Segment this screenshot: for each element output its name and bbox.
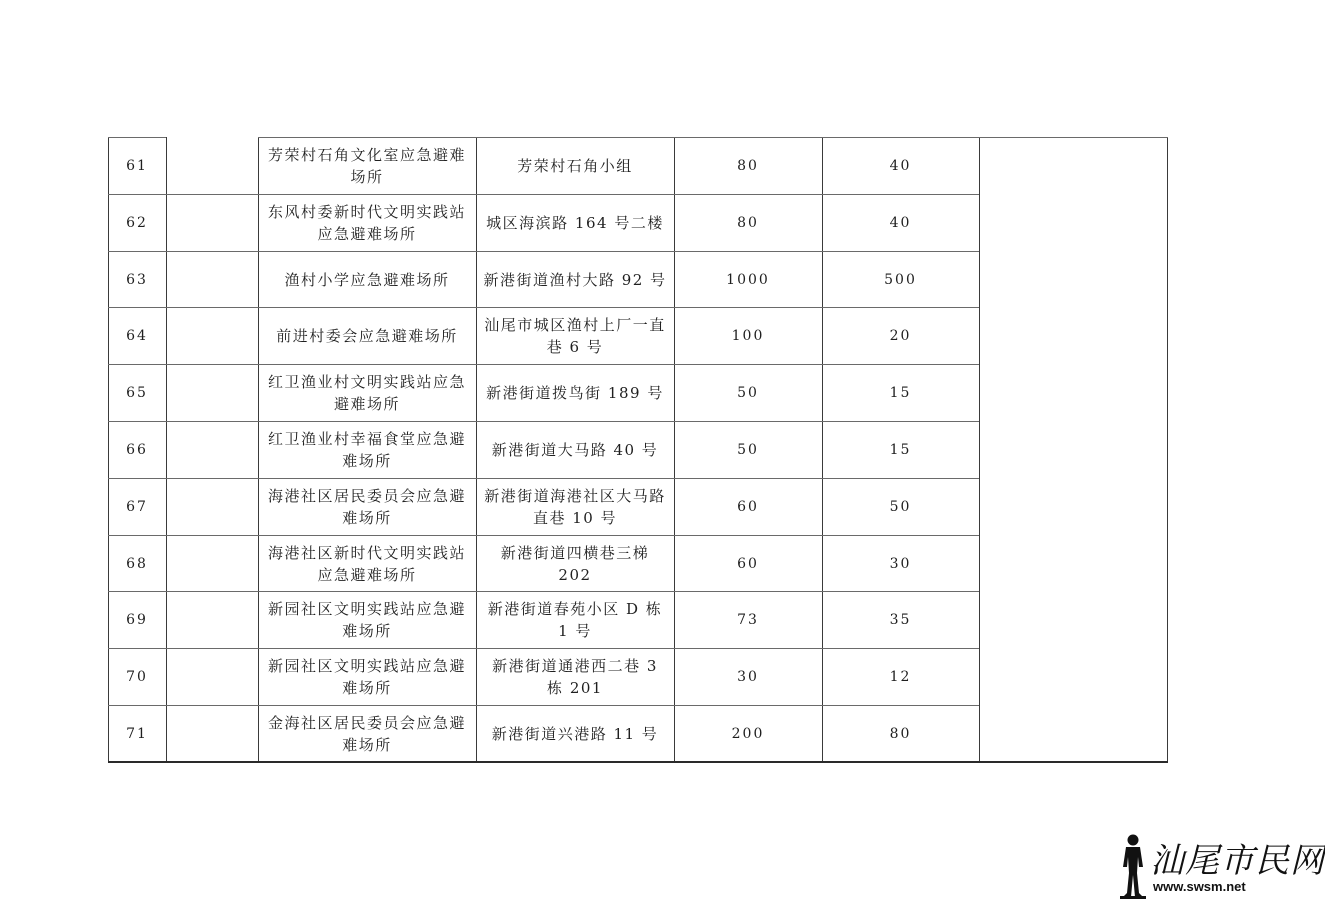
shelter-capacity: 50 <box>737 384 759 401</box>
shelter-address: 新港街道通港西二巷 3 栋 201 <box>492 656 658 697</box>
shelter-address: 芳荣村石角小组 <box>517 156 633 175</box>
shelter-capacity: 60 <box>737 555 759 572</box>
shelter-capacity: 100 <box>731 327 765 344</box>
shelter-name: 新园社区文明实践站应急避难场所 <box>267 599 466 640</box>
shelter-address: 新港街道兴港路 11 号 <box>491 724 659 743</box>
person-silhouette-icon <box>1118 833 1148 899</box>
row-number: 65 <box>126 384 148 401</box>
row-number: 62 <box>126 214 148 231</box>
shelter-name: 海港社区新时代文明实践站应急避难场所 <box>267 543 466 584</box>
shelter-capacity: 80 <box>737 157 759 174</box>
shelter-area: 12 <box>889 668 912 685</box>
table-rule <box>108 761 1168 763</box>
shelter-area: 50 <box>889 498 912 515</box>
shelter-area: 15 <box>889 441 912 458</box>
site-watermark <box>1118 833 1325 899</box>
shelter-table <box>108 137 1168 762</box>
shelter-address: 新港街道海港社区大马路直巷 10 号 <box>484 486 666 527</box>
table-rule <box>1167 137 1168 762</box>
shelter-address: 新港街道渔村大路 92 号 <box>483 270 667 289</box>
shelter-area: 500 <box>884 271 917 288</box>
row-number: 67 <box>126 498 148 515</box>
shelter-capacity: 50 <box>737 441 759 458</box>
shelter-address: 新港街道春苑小区 D 栋 1 号 <box>487 599 663 640</box>
row-number: 61 <box>126 157 148 174</box>
shelter-address: 新港街道四横巷三梯 202 <box>500 543 650 584</box>
watermark-title: 汕尾市民网 <box>1150 841 1325 881</box>
shelter-area: 80 <box>889 725 912 742</box>
shelter-capacity: 73 <box>737 611 759 628</box>
shelter-area: 40 <box>889 214 912 231</box>
watermark-url: www.swsm.net <box>1153 879 1246 894</box>
shelter-capacity: 1000 <box>726 271 770 288</box>
shelter-capacity: 30 <box>737 668 759 685</box>
row-number: 66 <box>126 441 148 458</box>
shelter-area: 40 <box>889 157 912 174</box>
shelter-name: 金海社区居民委员会应急避难场所 <box>267 713 466 754</box>
shelter-capacity: 200 <box>731 725 765 742</box>
shelter-address: 汕尾市城区渔村上厂一直巷 6 号 <box>484 315 666 356</box>
shelter-name: 前进村委会应急避难场所 <box>276 326 458 345</box>
shelter-name: 芳荣村石角文化室应急避难场所 <box>267 145 466 186</box>
shelter-name: 红卫渔业村文明实践站应急避难场所 <box>267 372 466 413</box>
shelter-area: 30 <box>889 555 912 572</box>
shelter-name: 海港社区居民委员会应急避难场所 <box>267 486 466 527</box>
table-rule <box>166 137 167 762</box>
shelter-capacity: 80 <box>737 214 759 231</box>
row-number: 63 <box>126 271 148 288</box>
row-number: 69 <box>126 611 148 628</box>
table-rule <box>979 137 980 762</box>
row-number: 64 <box>126 327 148 344</box>
shelter-address: 城区海滨路 164 号二楼 <box>486 213 664 232</box>
row-number: 71 <box>126 725 148 742</box>
shelter-address: 新港街道拨鸟街 189 号 <box>486 383 664 402</box>
shelter-name: 红卫渔业村幸福食堂应急避难场所 <box>267 429 466 470</box>
row-number: 70 <box>126 668 148 685</box>
shelter-capacity: 60 <box>737 498 759 515</box>
shelter-name: 东风村委新时代文明实践站应急避难场所 <box>267 202 466 243</box>
shelter-area: 20 <box>889 327 912 344</box>
shelter-area: 15 <box>889 384 912 401</box>
shelter-name: 新园社区文明实践站应急避难场所 <box>267 656 466 697</box>
row-number: 68 <box>126 555 148 572</box>
shelter-name: 渔村小学应急避难场所 <box>284 270 450 289</box>
shelter-address: 新港街道大马路 40 号 <box>491 440 659 459</box>
shelter-area: 35 <box>889 611 912 628</box>
